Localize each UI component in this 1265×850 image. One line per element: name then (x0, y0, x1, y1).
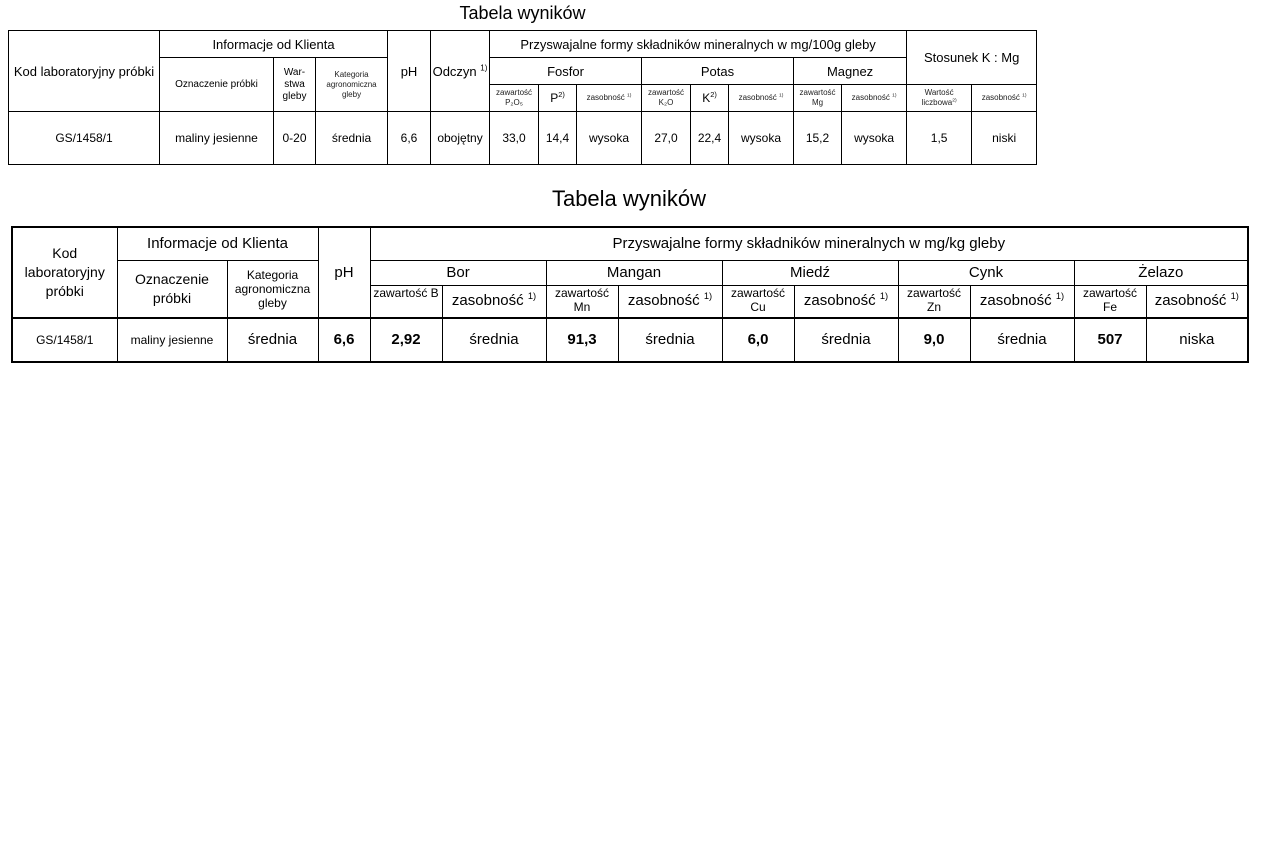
header-przyswajalne: Przyswajalne formy składników mineralnych w mg/kg gleby (370, 227, 1248, 260)
results-table-macro (8, 30, 1037, 165)
cell-ph: 6,6 (318, 318, 370, 362)
cell-kod: GS/1458/1 (12, 318, 117, 362)
cell-oznaczenie: maliny jesienne (160, 112, 274, 165)
header-kategoria: Kategoria agronomiczna gleby (316, 58, 388, 112)
header-zawartosc-zn: zawartość Zn (898, 285, 970, 318)
cell-b-zasobnosc: średnia (442, 318, 546, 362)
cell-k: 22,4 (691, 112, 729, 165)
header-miedz: Miedź (722, 260, 898, 285)
header-kod: Kod laboratoryjny próbki (12, 227, 117, 318)
cell-p2o5: 33,0 (490, 112, 539, 165)
cell-kategoria: średnia (227, 318, 318, 362)
table1-header-row-2 (9, 58, 1037, 85)
header-bor: Bor (370, 260, 546, 285)
table-row (12, 318, 1248, 362)
table2-header-row-2 (12, 260, 1248, 285)
header-b-zasobnosc: zasobność $^{1)}$ (442, 285, 546, 318)
cell-oznaczenie: maliny jesienne (117, 318, 227, 362)
header-zawartosc-mg: zawartość Mg (794, 85, 842, 112)
header-stosunek: Stosunek K : Mg (907, 31, 1037, 85)
header-magnez: Magnez (794, 58, 907, 85)
header-odczyn: Odczyn $^{1)}$ (431, 31, 490, 112)
cell-p: 14,4 (539, 112, 577, 165)
cell-cu-zasobnosc: średnia (794, 318, 898, 362)
cell-b: 2,92 (370, 318, 442, 362)
cell-zn-zasobnosc: średnia (970, 318, 1074, 362)
cell-mg-zasobnosc: wysoka (842, 112, 907, 165)
header-zawartosc-p2o5: zawartość P₂O₅ (490, 85, 539, 112)
header-zawartosc-mn: zawartość Mn (546, 285, 618, 318)
header-zawartosc-k2o: zawartość K₂O (642, 85, 691, 112)
results-table-micro (11, 226, 1249, 363)
header-k-zasobnosc: zasobność $^{1)}$ (729, 85, 794, 112)
cell-mn: 91,3 (546, 318, 618, 362)
table1-title: Tabela wyników (459, 3, 586, 23)
header-warstwa: War-stwa gleby (274, 58, 316, 112)
cell-kmg-zasobnosc: niski (972, 112, 1037, 165)
header-mg-zasobnosc: zasobność $^{1)}$ (842, 85, 907, 112)
header-wartosc-liczbowa: Wartość liczbowa$^{2)}$ (907, 85, 972, 112)
cell-mg: 15,2 (794, 112, 842, 165)
header-oznaczenie: Oznaczenie próbki (117, 260, 227, 318)
header-zawartosc-fe: zawartość Fe (1074, 285, 1146, 318)
cell-zn: 9,0 (898, 318, 970, 362)
cell-fe-zasobnosc: niska (1146, 318, 1248, 362)
cell-mn-zasobnosc: średnia (618, 318, 722, 362)
header-mangan: Mangan (546, 260, 722, 285)
header-kategoria: Kategoria agronomiczna gleby (227, 260, 318, 318)
table1-header-row-1 (9, 31, 1037, 58)
header-mn-zasobnosc: zasobność $^{1)}$ (618, 285, 722, 318)
header-p-zasobnosc: zasobność $^{1)}$ (577, 85, 642, 112)
header-fe-zasobnosc: zasobność $^{1)}$ (1146, 285, 1248, 318)
header-potas: Potas (642, 58, 794, 85)
table2-title: Tabela wyników (551, 186, 707, 211)
table-row (9, 112, 1037, 165)
cell-kategoria: średnia (316, 112, 388, 165)
table2-header-row-1 (12, 227, 1248, 260)
cell-ph: 6,6 (388, 112, 431, 165)
cell-warstwa: 0-20 (274, 112, 316, 165)
cell-p-zasobnosc: wysoka (577, 112, 642, 165)
header-cu-zasobnosc: zasobność $^{1)}$ (794, 285, 898, 318)
cell-kmg-wartosc: 1,5 (907, 112, 972, 165)
header-ph: pH (318, 227, 370, 318)
header-k: $K^{2)}$ (691, 85, 729, 112)
cell-odczyn: obojętny (431, 112, 490, 165)
cell-k2o: 27,0 (642, 112, 691, 165)
header-zawartosc-cu: zawartość Cu (722, 285, 794, 318)
cell-cu: 6,0 (722, 318, 794, 362)
header-zn-zasobnosc: zasobność $^{1)}$ (970, 285, 1074, 318)
header-info-klienta: Informacje od Klienta (117, 227, 318, 260)
cell-k-zasobnosc: wysoka (729, 112, 794, 165)
header-przyswajalne: Przyswajalne formy składników mineralnych w mg/100g gleby (490, 31, 907, 58)
header-kmg-zasobnosc: zasobność $^{1)}$ (972, 85, 1037, 112)
header-fosfor: Fosfor (490, 58, 642, 85)
header-zelazo: Żelazo (1074, 260, 1248, 285)
header-oznaczenie: Oznaczenie próbki (160, 58, 274, 112)
header-kod: Kod laboratoryjny próbki (9, 31, 160, 112)
header-zawartosc-b: zawartość B (370, 285, 442, 318)
header-ph: pH (388, 31, 431, 112)
header-p: $P^{2)}$ (539, 85, 577, 112)
header-cynk: Cynk (898, 260, 1074, 285)
cell-kod: GS/1458/1 (9, 112, 160, 165)
cell-fe: 507 (1074, 318, 1146, 362)
header-info-klienta: Informacje od Klienta (160, 31, 388, 58)
